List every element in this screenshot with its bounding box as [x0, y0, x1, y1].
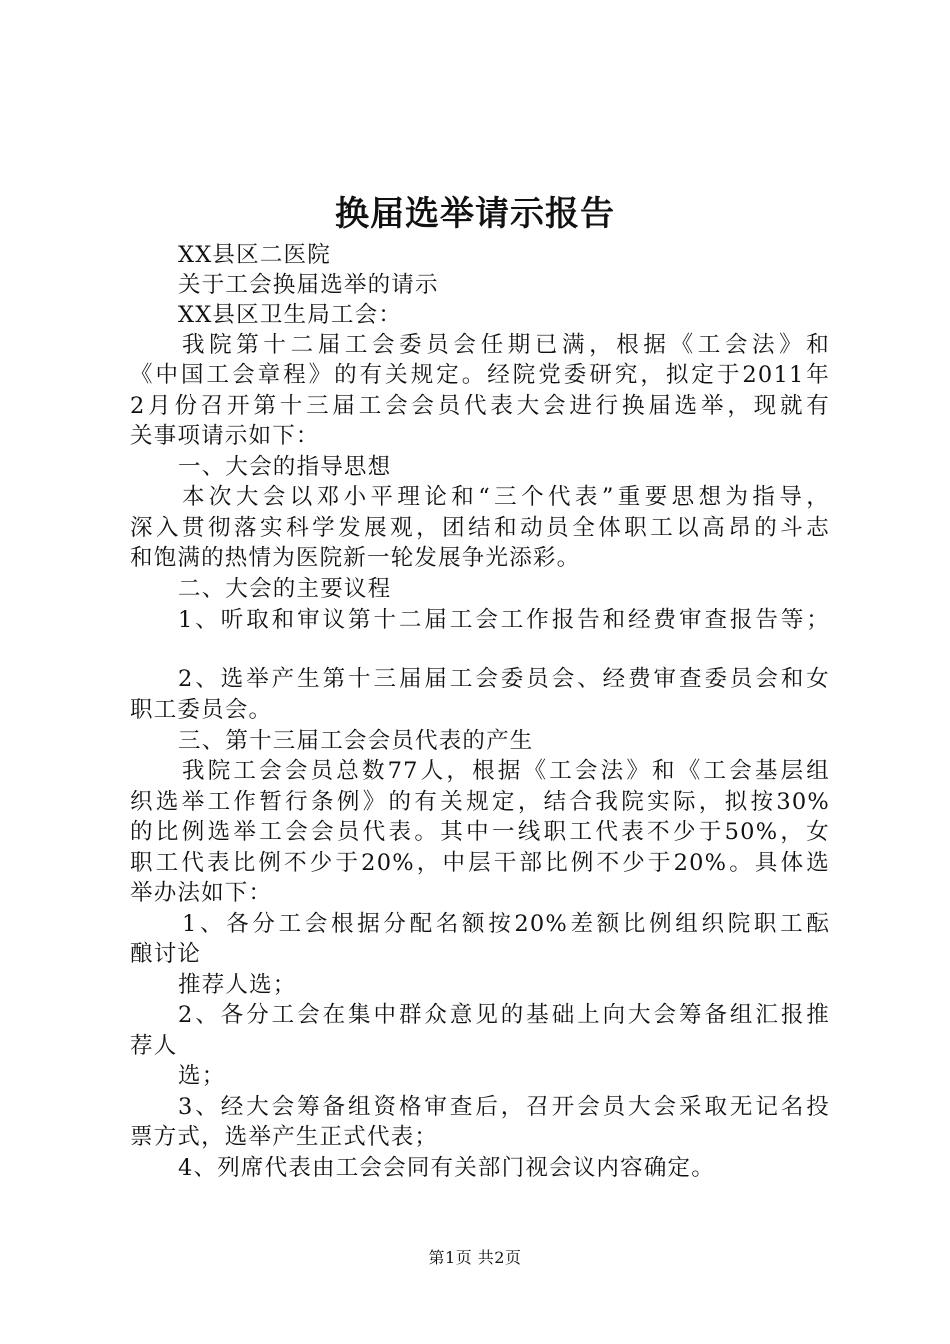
procedure-item: 4、列席代表由工会会同有关部门视会议内容确定。	[178, 1155, 715, 1181]
paragraph-line: 关事项请示如下：	[130, 423, 320, 449]
hospital-name-line: XX县区二医院	[178, 242, 331, 268]
paragraph-line: 我院第十二届工会委员会任期已满，根据《工会法》和	[182, 332, 830, 358]
paragraph-line: 选；	[178, 1063, 226, 1089]
paragraph-line: 深入贯彻落实科学发展观，团结和动员全体职工以高昂的斗志	[130, 515, 830, 541]
request-subject-line: 关于工会换届选举的请示	[178, 272, 439, 298]
procedure-item: 3、经大会筹备组资格审查后，召开会员大会采取无记名投	[178, 1094, 830, 1120]
document-title: 换届选举请示报告	[335, 194, 615, 234]
section-heading: 三、第十三届工会会员代表的产生	[178, 728, 534, 754]
procedure-item: 2、各分工会在集中群众意见的基础上向大会筹备组汇报推	[178, 1002, 830, 1028]
paragraph-line: 本次大会以邓小平理论和“三个代表”重要思想为指导，	[182, 484, 830, 510]
page-footer: 第1页 共2页	[428, 1248, 522, 1267]
paragraph-line: 《中国工会章程》的有关规定。经院党委研究，拟定于2011年	[130, 362, 830, 388]
agenda-item: 1、听取和审议第十二届工会工作报告和经费审查报告等；	[178, 607, 830, 633]
agenda-item: 2、选举产生第十三届届工会委员会、经费审查委员会和女	[178, 666, 830, 692]
paragraph-line: 2月份召开第十三届工会会员代表大会进行换届选举，现就有	[130, 393, 830, 419]
paragraph-line: 职工代表比例不少于20%，中层干部比例不少于20%。具体选	[130, 850, 830, 876]
paragraph-line: 和饱满的热情为医院新一轮发展争光添彩。	[130, 545, 581, 571]
paragraph-line: 票方式，选举产生正式代表；	[130, 1124, 439, 1150]
paragraph-line: 酿讨论	[130, 941, 202, 967]
paragraph-line: 举办法如下：	[130, 880, 273, 906]
paragraph-line: 我院工会会员总数77人，根据《工会法》和《工会基层组	[182, 758, 830, 784]
paragraph-line: 职工委员会。	[130, 697, 273, 723]
paragraph-line: 织选举工作暂行条例》的有关规定，结合我院实际，拟按30%	[130, 789, 830, 815]
section-heading: 二、大会的主要议程	[178, 576, 392, 602]
paragraph-line: 荐人	[130, 1033, 178, 1059]
procedure-item: 1、各分工会根据分配名额按20%差额比例组织院职工酝	[182, 911, 830, 937]
paragraph-line: 推荐人选；	[178, 972, 297, 998]
recipient-line: XX县区卫生局工会：	[178, 302, 403, 328]
paragraph-line: 的比例选举工会会员代表。其中一线职工代表不少于50%，女	[130, 819, 830, 845]
section-heading: 一、大会的指导思想	[178, 454, 392, 480]
